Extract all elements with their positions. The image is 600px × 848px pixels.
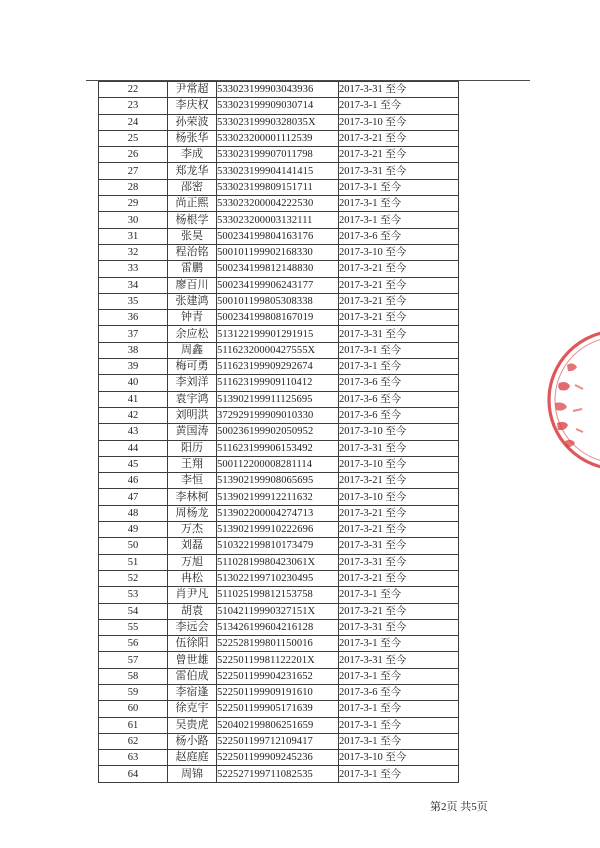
row-number-cell: 43: [99, 424, 168, 440]
table-row: [99, 359, 459, 375]
period-cell: 2017-3-21 至今: [339, 261, 459, 277]
roster-table-body: [99, 82, 459, 783]
name-cell: 李刘洋: [168, 375, 217, 391]
row-number-cell: 41: [99, 391, 168, 407]
id-number-cell: 513902199911125695: [217, 391, 339, 407]
row-number-cell: 30: [99, 212, 168, 228]
name-cell: 李远会: [168, 619, 217, 635]
id-number-cell: 522501199712109417: [217, 733, 339, 749]
id-number-cell: 522501199909191610: [217, 684, 339, 700]
period-cell: 2017-3-21 至今: [339, 522, 459, 538]
name-cell: 梅可勇: [168, 359, 217, 375]
table-row: [99, 684, 459, 700]
table-row: [99, 342, 459, 358]
id-number-cell: 533023199904141415: [217, 163, 339, 179]
name-cell: 李林柯: [168, 489, 217, 505]
row-number-cell: 59: [99, 684, 168, 700]
name-cell: 王翔: [168, 456, 217, 472]
period-cell: 2017-3-1 至今: [339, 179, 459, 195]
id-number-cell: 513902199912211632: [217, 489, 339, 505]
period-cell: 2017-3-21 至今: [339, 130, 459, 146]
id-number-cell: 500101199805308338: [217, 293, 339, 309]
id-number-cell: 533023200003132111: [217, 212, 339, 228]
row-number-cell: 26: [99, 147, 168, 163]
row-number-cell: 35: [99, 293, 168, 309]
row-number-cell: 37: [99, 326, 168, 342]
id-number-cell: 522501199909245236: [217, 750, 339, 766]
row-number-cell: 36: [99, 310, 168, 326]
row-number-cell: 29: [99, 196, 168, 212]
id-number-cell: 533023199903043936: [217, 82, 339, 98]
name-cell: 杨根学: [168, 212, 217, 228]
row-number-cell: 28: [99, 179, 168, 195]
id-number-cell: 513022199710230495: [217, 570, 339, 586]
period-cell: 2017-3-1 至今: [339, 717, 459, 733]
table-row: [99, 326, 459, 342]
table-row: [99, 733, 459, 749]
table-row: [99, 277, 459, 293]
id-number-cell: 51042119990327151X: [217, 603, 339, 619]
name-cell: 徐克宇: [168, 701, 217, 717]
name-cell: 伍徐阳: [168, 636, 217, 652]
name-cell: 周鑫: [168, 342, 217, 358]
period-cell: 2017-3-1 至今: [339, 98, 459, 114]
name-cell: 孙荣波: [168, 114, 217, 130]
table-row: [99, 750, 459, 766]
seal-stamp-graphic: [545, 325, 600, 475]
row-number-cell: 31: [99, 228, 168, 244]
name-cell: 郑龙华: [168, 163, 217, 179]
table-row: [99, 244, 459, 260]
period-cell: 2017-3-10 至今: [339, 456, 459, 472]
row-number-cell: 54: [99, 603, 168, 619]
row-number-cell: 42: [99, 407, 168, 423]
table-row: [99, 212, 459, 228]
id-number-cell: 533023199809151711: [217, 179, 339, 195]
row-number-cell: 32: [99, 244, 168, 260]
period-cell: 2017-3-21 至今: [339, 293, 459, 309]
id-number-cell: 513122199901291915: [217, 326, 339, 342]
name-cell: 曾世雄: [168, 652, 217, 668]
period-cell: 2017-3-1 至今: [339, 196, 459, 212]
period-cell: 2017-3-6 至今: [339, 407, 459, 423]
id-number-cell: 53302319990328035X: [217, 114, 339, 130]
table-row: [99, 554, 459, 570]
name-cell: 尹常超: [168, 82, 217, 98]
page-number-footer: 第2页 共5页: [430, 801, 488, 813]
period-cell: 2017-3-21 至今: [339, 277, 459, 293]
id-number-cell: 511623199909292674: [217, 359, 339, 375]
row-number-cell: 49: [99, 522, 168, 538]
period-cell: 2017-3-31 至今: [339, 326, 459, 342]
table-row: [99, 505, 459, 521]
period-cell: 2017-3-1 至今: [339, 766, 459, 782]
name-cell: 余应松: [168, 326, 217, 342]
row-number-cell: 39: [99, 359, 168, 375]
row-number-cell: 23: [99, 98, 168, 114]
table-row: [99, 163, 459, 179]
period-cell: 2017-3-21 至今: [339, 310, 459, 326]
period-cell: 2017-3-21 至今: [339, 147, 459, 163]
table-row: [99, 570, 459, 586]
id-number-cell: 513426199604216128: [217, 619, 339, 635]
period-cell: 2017-3-21 至今: [339, 603, 459, 619]
id-number-cell: 500234199812148830: [217, 261, 339, 277]
name-cell: 阳历: [168, 440, 217, 456]
table-row: [99, 310, 459, 326]
period-cell: 2017-3-1 至今: [339, 587, 459, 603]
table-row: [99, 603, 459, 619]
period-cell: 2017-3-6 至今: [339, 391, 459, 407]
row-number-cell: 48: [99, 505, 168, 521]
id-number-cell: 513902200004274713: [217, 505, 339, 521]
id-number-cell: 520402199806251659: [217, 717, 339, 733]
period-cell: 2017-3-21 至今: [339, 473, 459, 489]
name-cell: 周杨龙: [168, 505, 217, 521]
period-cell: 2017-3-31 至今: [339, 652, 459, 668]
id-number-cell: 511623199906153492: [217, 440, 339, 456]
id-number-cell: 500236199902050952: [217, 424, 339, 440]
period-cell: 2017-3-1 至今: [339, 359, 459, 375]
id-number-cell: 500234199808167019: [217, 310, 339, 326]
table-row: [99, 636, 459, 652]
name-cell: 李宿逢: [168, 684, 217, 700]
period-cell: 2017-3-10 至今: [339, 114, 459, 130]
table-row: [99, 407, 459, 423]
row-number-cell: 61: [99, 717, 168, 733]
row-number-cell: 64: [99, 766, 168, 782]
row-number-cell: 58: [99, 668, 168, 684]
table-row: [99, 652, 459, 668]
table-row: [99, 766, 459, 782]
row-number-cell: 44: [99, 440, 168, 456]
name-cell: 万杰: [168, 522, 217, 538]
row-number-cell: 60: [99, 701, 168, 717]
table-row: [99, 701, 459, 717]
row-number-cell: 45: [99, 456, 168, 472]
period-cell: 2017-3-1 至今: [339, 636, 459, 652]
name-cell: 杨张华: [168, 130, 217, 146]
period-cell: 2017-3-10 至今: [339, 244, 459, 260]
period-cell: 2017-3-31 至今: [339, 619, 459, 635]
row-number-cell: 63: [99, 750, 168, 766]
table-row: [99, 473, 459, 489]
name-cell: 吴贵虎: [168, 717, 217, 733]
table-row: [99, 489, 459, 505]
period-cell: 2017-3-31 至今: [339, 82, 459, 98]
row-number-cell: 27: [99, 163, 168, 179]
table-row: [99, 82, 459, 98]
row-number-cell: 55: [99, 619, 168, 635]
table-row: [99, 619, 459, 635]
row-number-cell: 56: [99, 636, 168, 652]
period-cell: 2017-3-21 至今: [339, 505, 459, 521]
name-cell: 邵密: [168, 179, 217, 195]
id-number-cell: 500112200008281114: [217, 456, 339, 472]
name-cell: 李恒: [168, 473, 217, 489]
row-number-cell: 25: [99, 130, 168, 146]
period-cell: 2017-3-10 至今: [339, 489, 459, 505]
row-number-cell: 34: [99, 277, 168, 293]
id-number-cell: 522528199801150016: [217, 636, 339, 652]
period-cell: 2017-3-10 至今: [339, 750, 459, 766]
table-row: [99, 98, 459, 114]
period-cell: 2017-3-1 至今: [339, 342, 459, 358]
name-cell: 李成: [168, 147, 217, 163]
name-cell: 刘明洪: [168, 407, 217, 423]
name-cell: 程治铭: [168, 244, 217, 260]
table-row: [99, 179, 459, 195]
row-number-cell: 47: [99, 489, 168, 505]
table-row: [99, 538, 459, 554]
row-number-cell: 52: [99, 570, 168, 586]
name-cell: 雷伯成: [168, 668, 217, 684]
table-row: [99, 261, 459, 277]
id-number-cell: 522501199905171639: [217, 701, 339, 717]
period-cell: 2017-3-6 至今: [339, 228, 459, 244]
name-cell: 冉松: [168, 570, 217, 586]
period-cell: 2017-3-6 至今: [339, 375, 459, 391]
name-cell: 张建鸿: [168, 293, 217, 309]
period-cell: 2017-3-31 至今: [339, 440, 459, 456]
name-cell: 赵庭庭: [168, 750, 217, 766]
table-row: [99, 293, 459, 309]
table-row: [99, 424, 459, 440]
name-cell: 万旭: [168, 554, 217, 570]
id-number-cell: 500234199804163176: [217, 228, 339, 244]
id-number-cell: 513902199908065695: [217, 473, 339, 489]
id-number-cell: 510322199810173479: [217, 538, 339, 554]
name-cell: 肖尹凡: [168, 587, 217, 603]
period-cell: 2017-3-6 至今: [339, 684, 459, 700]
period-cell: 2017-3-21 至今: [339, 570, 459, 586]
id-number-cell: 513902199910222696: [217, 522, 339, 538]
row-number-cell: 51: [99, 554, 168, 570]
table-row: [99, 587, 459, 603]
name-cell: 张昊: [168, 228, 217, 244]
table-row: [99, 456, 459, 472]
name-cell: 刘磊: [168, 538, 217, 554]
table-row: [99, 717, 459, 733]
row-number-cell: 57: [99, 652, 168, 668]
table-row: [99, 522, 459, 538]
name-cell: 黄国涛: [168, 424, 217, 440]
row-number-cell: 53: [99, 587, 168, 603]
period-cell: 2017-3-1 至今: [339, 701, 459, 717]
id-number-cell: 533023199909030714: [217, 98, 339, 114]
id-number-cell: 52250119981122201X: [217, 652, 339, 668]
period-cell: 2017-3-31 至今: [339, 538, 459, 554]
id-number-cell: 51102819980423061X: [217, 554, 339, 570]
name-cell: 尚正熙: [168, 196, 217, 212]
name-cell: 钟青: [168, 310, 217, 326]
period-cell: 2017-3-10 至今: [339, 424, 459, 440]
name-cell: 胡袁: [168, 603, 217, 619]
id-number-cell: 522527199711082535: [217, 766, 339, 782]
name-cell: 周锦: [168, 766, 217, 782]
row-number-cell: 33: [99, 261, 168, 277]
table-row: [99, 228, 459, 244]
table-row: [99, 114, 459, 130]
row-number-cell: 24: [99, 114, 168, 130]
id-number-cell: 533023200001112539: [217, 130, 339, 146]
row-number-cell: 62: [99, 733, 168, 749]
id-number-cell: 500234199906243177: [217, 277, 339, 293]
table-row: [99, 130, 459, 146]
id-number-cell: 533023199907011798: [217, 147, 339, 163]
seal-stamp-icon: [545, 325, 600, 475]
period-cell: 2017-3-1 至今: [339, 733, 459, 749]
row-number-cell: 40: [99, 375, 168, 391]
id-number-cell: 511025199812153758: [217, 587, 339, 603]
name-cell: 雷鹏: [168, 261, 217, 277]
id-number-cell: 500101199902168330: [217, 244, 339, 260]
name-cell: 杨小路: [168, 733, 217, 749]
row-number-cell: 50: [99, 538, 168, 554]
table-row: [99, 668, 459, 684]
row-number-cell: 38: [99, 342, 168, 358]
name-cell: 李庆权: [168, 98, 217, 114]
id-number-cell: 533023200004222530: [217, 196, 339, 212]
id-number-cell: 511623199909110412: [217, 375, 339, 391]
row-number-cell: 22: [99, 82, 168, 98]
period-cell: 2017-3-31 至今: [339, 163, 459, 179]
name-cell: 袁宇鸿: [168, 391, 217, 407]
period-cell: 2017-3-1 至今: [339, 212, 459, 228]
table-row: [99, 196, 459, 212]
period-cell: 2017-3-31 至今: [339, 554, 459, 570]
row-number-cell: 46: [99, 473, 168, 489]
table-row: [99, 391, 459, 407]
period-cell: 2017-3-1 至今: [339, 668, 459, 684]
table-row: [99, 375, 459, 391]
id-number-cell: 372929199909010330: [217, 407, 339, 423]
table-row: [99, 147, 459, 163]
id-number-cell: 522501199904231652: [217, 668, 339, 684]
name-cell: 廖百川: [168, 277, 217, 293]
roster-table: [98, 81, 459, 783]
table-row: [99, 440, 459, 456]
id-number-cell: 51162320000427555X: [217, 342, 339, 358]
